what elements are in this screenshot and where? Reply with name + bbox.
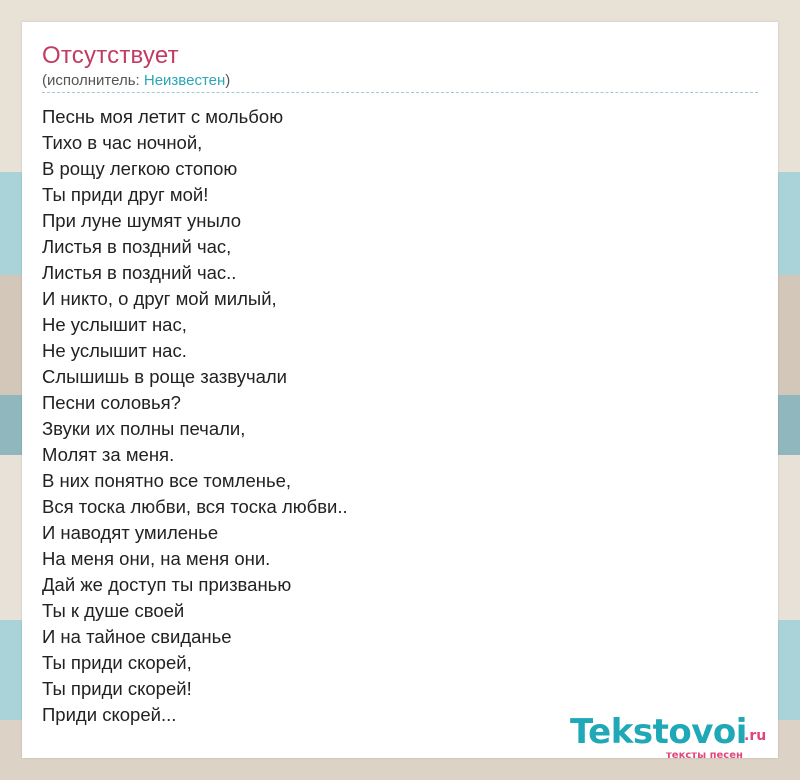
lyric-line: Ты приди друг мой! (42, 184, 209, 205)
lyric-line: Вся тоска любви, вся тоска любви.. (42, 496, 348, 517)
lyric-line: При луне шумят уныло (42, 210, 242, 231)
logo-tagline: тексты песен (666, 750, 743, 761)
title-divider (42, 92, 758, 93)
lyric-line: В них понятно все томленье, (42, 470, 292, 491)
artist-line (42, 72, 230, 89)
lyrics-card (22, 22, 778, 761)
lyric-line: Не услышит нас, (42, 314, 187, 335)
artist-prefix: (исполнитель: (42, 72, 144, 89)
lyric-line: На меня они, на меня они. (42, 548, 271, 569)
lyric-line: Тихо в час ночной, (42, 132, 203, 153)
logo-name: Tekstovoi (570, 712, 747, 752)
lyric-line: Слышишь в роще зазвучали (42, 366, 288, 387)
logo-tld: .ru (744, 728, 767, 744)
lyric-line: Листья в поздний час.. (42, 262, 237, 283)
site-logo[interactable] (570, 712, 780, 761)
artist-suffix: ) (225, 72, 231, 89)
lyric-line: В рощу легкою стопою (42, 158, 238, 179)
lyrics-text (42, 106, 348, 730)
artist-link[interactable]: Неизвестен (143, 72, 226, 89)
lyric-line: Ты приди скорей, (42, 652, 192, 673)
lyric-line: Ты приди скорей! (42, 678, 192, 699)
song-title: Отсутствует (42, 42, 179, 69)
lyric-line: И никто, о друг мой милый, (42, 288, 277, 309)
lyric-line: И на тайное свиданье (42, 626, 232, 647)
lyric-line: Не услышит нас. (42, 340, 187, 361)
lyric-line: Песнь моя летит с мольбою (42, 106, 284, 127)
lyric-line: Ты к душе своей (42, 600, 185, 621)
lyric-line: Звуки их полны печали, (42, 418, 246, 439)
lyric-line: Молят за меня. (42, 444, 175, 465)
lyric-line: Дай же доступ ты призванью (42, 574, 292, 595)
lyric-line: И наводят умиленье (42, 522, 219, 543)
lyric-line: Листья в поздний час, (42, 236, 232, 257)
lyric-line: Песни соловья? (42, 392, 181, 413)
lyric-line: Приди скорей... (42, 704, 177, 725)
